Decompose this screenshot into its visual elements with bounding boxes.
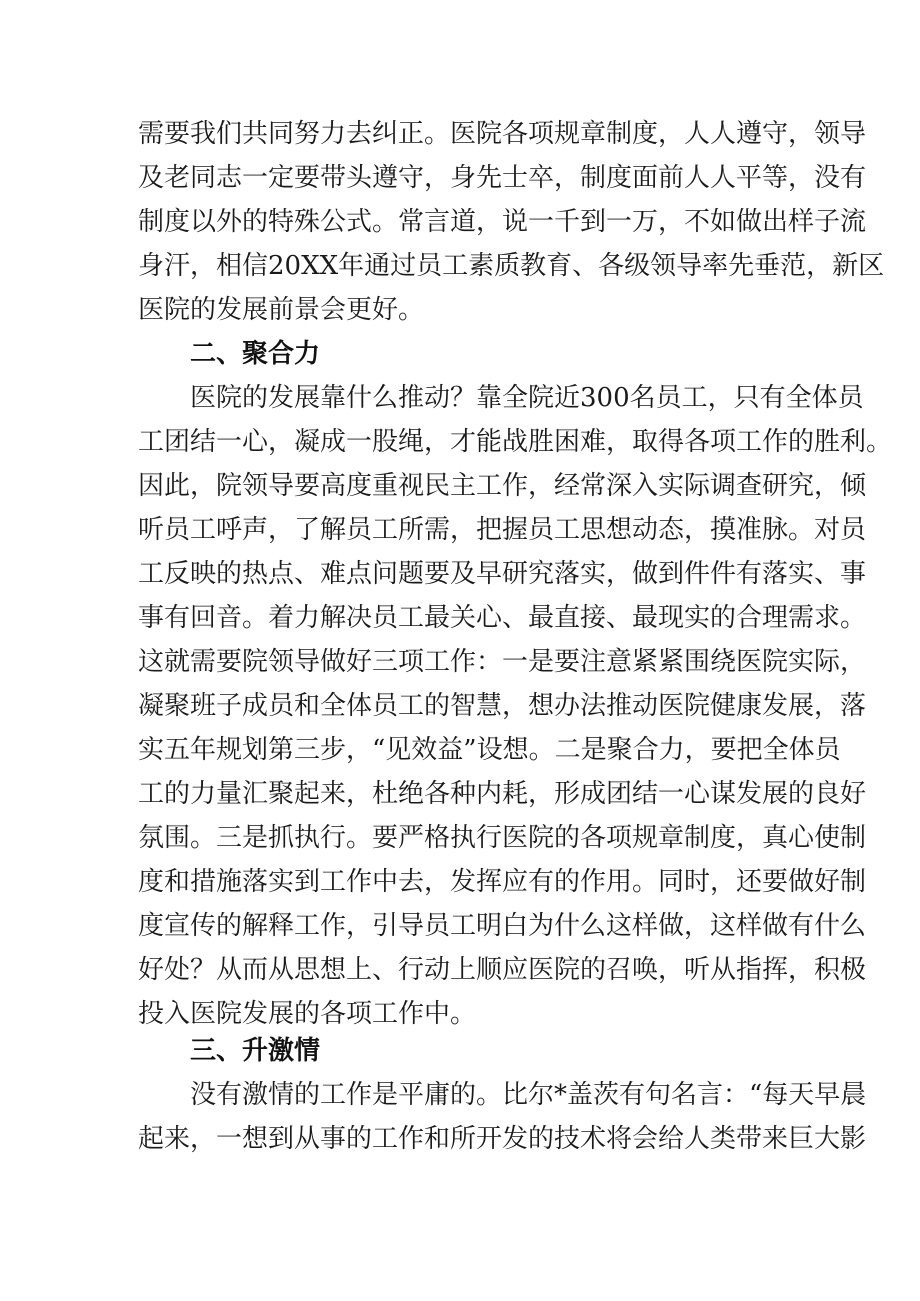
paragraph-line: 凝聚班子成员和全体员工的智慧，想办法推动医院健康发展，落 bbox=[138, 691, 867, 721]
paragraph-line: 身汗，相信20XX年通过员工素质教育、各级领导率先垂范，新区 bbox=[138, 251, 885, 281]
section-heading-2: 二、聚合力 bbox=[190, 339, 321, 369]
paragraph-line: 工的力量汇聚起来，杜绝各种内耗，形成团结一心谋发展的良好 bbox=[138, 779, 867, 809]
section-heading-3: 三、升激情 bbox=[190, 1036, 321, 1066]
paragraph-line: 工团结一心，凝成一股绳，才能战胜困难，取得各项工作的胜利。 bbox=[138, 427, 893, 457]
paragraph-line: 工反映的热点、难点问题要及早研究落实，做到件件有落实、事 bbox=[138, 559, 867, 589]
paragraph-line: 制度以外的特殊公式。常言道，说一千到一万，不如做出样子流 bbox=[138, 207, 867, 237]
paragraph-line: 投入医院发展的各项工作中。 bbox=[138, 999, 477, 1029]
paragraph-line: 实五年规划第三步，“见效益”设想。二是聚合力，要把全体员 bbox=[138, 735, 841, 765]
paragraph-line: 因此，院领导要高度重视民主工作，经常深入实际调查研究，倾 bbox=[138, 471, 867, 501]
paragraph-line: 听员工呼声，了解员工所需，把握员工思想动态，摸准脉。对员 bbox=[138, 515, 867, 545]
paragraph-line: 事有回音。着力解决员工最关心、最直接、最现实的合理需求。 bbox=[138, 603, 867, 633]
paragraph-line: 医院的发展靠什么推动？靠全院近300名员工，只有全体员 bbox=[190, 383, 864, 413]
paragraph-line: 度宣传的解释工作，引导员工明白为什么这样做，这样做有什么 bbox=[138, 911, 867, 941]
paragraph-line: 没有激情的工作是平庸的。比尔*盖茨有句名言：“每天早晨 bbox=[190, 1080, 867, 1110]
paragraph-line: 氛围。三是抓执行。要严格执行医院的各项规章制度，真心使制 bbox=[138, 823, 867, 853]
paragraph-line: 需要我们共同努力去纠正。医院各项规章制度，人人遵守，领导 bbox=[138, 119, 867, 149]
paragraph-line: 医院的发展前景会更好。 bbox=[138, 295, 425, 325]
paragraph-line: 度和措施落实到工作中去，发挥应有的作用。同时，还要做好制 bbox=[138, 867, 867, 897]
paragraph-line: 这就需要院领导做好三项工作：一是要注意紧紧围绕医院实际， bbox=[138, 647, 867, 677]
paragraph-line: 起来，一想到从事的工作和所开发的技术将会给人类带来巨大影 bbox=[138, 1124, 867, 1154]
paragraph-line: 及老同志一定要带头遵守，身先士卒，制度面前人人平等，没有 bbox=[138, 163, 867, 193]
paragraph-line: 好处？从而从思想上、行动上顺应医院的召唤，听从指挥，积极 bbox=[138, 955, 867, 985]
